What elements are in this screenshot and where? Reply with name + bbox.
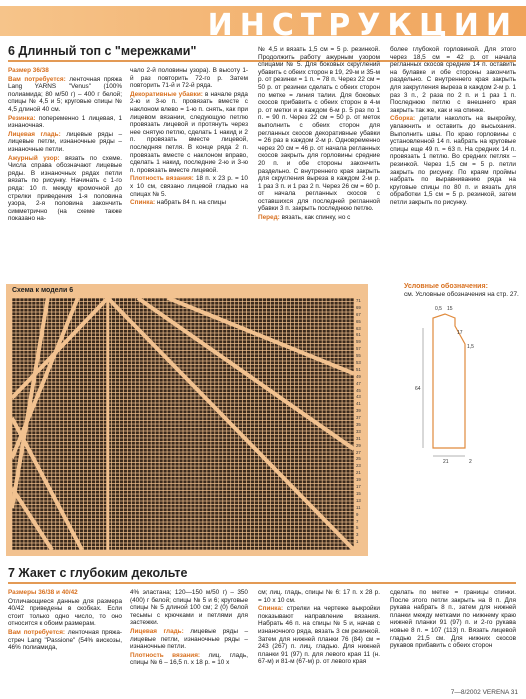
- paragraph-text: ленточная пряжа Lang YARNS "Venus" (100% полиамида; 80 м/50 г) – 400 г белой; спицы № 4,5 и 5; круговые спицы № 4,5 длиной 40 см.: [8, 75, 122, 113]
- garment-pattern-diagram: [393, 298, 519, 466]
- row-number: 53: [356, 360, 361, 366]
- row-number: 55: [356, 353, 361, 359]
- instruction-paragraph: [130, 628, 248, 651]
- instruction-paragraph: [390, 115, 516, 206]
- row-number: 69: [356, 304, 361, 310]
- section1-column-3: [258, 46, 380, 223]
- dim-label: 1,5: [467, 344, 474, 350]
- instruction-paragraph: [8, 155, 122, 223]
- keyword: Сборка:: [390, 115, 416, 123]
- dim-label: 0,5: [435, 306, 442, 312]
- chart-title: Схема к модели 6: [12, 287, 74, 294]
- keyword: Плотность вязания:: [130, 175, 194, 183]
- section1-column-2: [130, 67, 248, 208]
- legend-title: Условные обозначения:: [404, 283, 488, 290]
- row-number: 45: [356, 387, 361, 393]
- paragraph-text: более глубокой горловиной. Для этого через 18,5 см = 42 р. от начала регланных скосов средние 14 п. оставить на булавке и обе стороны закончить раздельно. С внутреннего края закрыть для закругления выреза в каждом 2-м р. 1 раз 3 п., 2 раза по 2 п. и 1 раз 1 п. Последнюю петлю с внешнего края закрыть так же, как и на спинке.: [390, 46, 516, 114]
- section-divider: [8, 582, 516, 584]
- row-number: 17: [356, 484, 361, 490]
- instruction-paragraph: [130, 199, 248, 207]
- row-number: 15: [356, 490, 361, 496]
- header-bar: [0, 6, 526, 43]
- keyword: Спинка:: [258, 605, 284, 613]
- paragraph-text: лицевые ряды – лицевые петли, изнаночные ряды – изнаночные петли.: [130, 627, 249, 651]
- paragraph-group: [390, 46, 516, 206]
- keyword: Вам потребуется:: [8, 75, 66, 83]
- section2-column-4: [390, 589, 516, 651]
- dim-label: 64: [415, 386, 421, 392]
- instruction-paragraph: [8, 598, 122, 628]
- paragraph-text: набрать 84 п. на спицы: [155, 199, 226, 207]
- paragraph-text: сделать по метке = границы спинки. После этого петли закрыть на 8 п. Для рукава набрать 8 п., затем для нижней планки между метками по нижнему краю нижней планки 91 (97) п. и 2-го рукава новые 8 п. = 107 (113) п. Вязать лицевой гладью 21,5 см. Для нижних скосов рукавов прибавить с обеих сторон: [390, 589, 516, 650]
- row-number: 3: [356, 532, 359, 538]
- instruction-paragraph: [390, 589, 516, 650]
- row-number: 51: [356, 366, 361, 372]
- row-number: 5: [356, 525, 359, 531]
- row-number: 31: [356, 435, 361, 441]
- row-number: 39: [356, 408, 361, 414]
- instruction-paragraph: [130, 652, 248, 667]
- row-number: 41: [356, 401, 361, 407]
- instruction-paragraph: [8, 131, 122, 154]
- instruction-paragraph: [258, 214, 380, 222]
- keyword: Спинка:: [130, 199, 156, 207]
- paragraph-group: [130, 589, 248, 667]
- paragraph-group: [258, 46, 380, 222]
- dim-label: 15: [447, 306, 453, 312]
- keyword: Резинка:: [8, 114, 36, 122]
- paragraph-text: лиц. гладь, спицы № 6 – 16,5 п. x 18 р. = 10 x: [130, 651, 248, 667]
- instruction-paragraph: [8, 76, 122, 114]
- row-number: 71: [356, 298, 361, 303]
- chart-grid: [6, 284, 368, 556]
- size-label: Размер 36/38: [8, 67, 49, 74]
- row-number: 29: [356, 442, 361, 448]
- paragraph-text: вязать, как спинку, но с: [279, 214, 351, 222]
- row-number: 63: [356, 325, 361, 331]
- page-number: 31: [510, 689, 518, 696]
- row-number: 9: [356, 511, 359, 517]
- row-number: 27: [356, 449, 361, 455]
- row-number-column: [356, 299, 370, 549]
- instruction-paragraph: [258, 589, 380, 604]
- paragraph-text: лицевые ряды – лицевые петли, изнаночные ряды – изнаночные петли.: [8, 130, 123, 153]
- row-number: 35: [356, 422, 361, 428]
- row-number: 65: [356, 318, 361, 324]
- paragraph-text: № 4,5 и вязать 1,5 см = 5 р. резинкой. Продолжить работу ажурным узором спицами № 5. Для боковых скруглений убавить с обеих сторон в 19, 29-м и 35-м р. от резинки = 1 п. = 78 п. Через 22 см = 50 р. от резинки сделать с обеих сторон по метке = линия талии. Для боковых скосов прибавить с обеих сторон в 4-м р. от метки и в каждом 6-м р. 5 раз по 1 п. = 90 п. Через 22 см = 50 р. от меток выполнить с обеих сторон для регланных скосов декоративные убавки = 26 раз в каждом 2-м р. Одновременно через 20 см = 46 р. от начала регланных скосов закрыть для горловины средние 20 п. и обе стороны закончить раздельно. С внутреннего края закрыть для скругления выреза в каждом 2-м р. 1 раз 3 п. и 1 раз 2 п. Через 26 см = 60 р. от начала регланных скосов с оставшихся для последней регланной убавки 3 п. закрыть последнюю петлю.: [258, 46, 380, 213]
- issue-date: 7—8/2002: [450, 689, 481, 696]
- row-number: 1: [356, 539, 359, 545]
- paragraph-group: [8, 598, 122, 652]
- paragraph-text: в начале ряда 2-ю и 3-ю п. провязать вместе с наклоном влево = 1-ю п. снять, как при лицевом вязании, следующую петлю провязать лицевой и протянуть через нее снятую петлю, сделать 1 накид и 2 п. провязать вместе лицевой, последняя петля. В конце ряда 2 п. провязать вместе с наклоном вправо, сделать 1 накид, последние 2-ю и 3-ю п. провязать вместе лицевой.: [130, 90, 248, 174]
- section1-column-1: [8, 67, 122, 224]
- row-number: 61: [356, 332, 361, 338]
- keyword: Вам потребуется:: [8, 628, 66, 636]
- dim-label: 2: [469, 459, 472, 465]
- paragraph-group: [258, 589, 380, 666]
- page-header-title: ИНСТРУКЦИИ: [207, 8, 518, 43]
- row-number: 37: [356, 415, 361, 421]
- magazine-name: VERENA: [482, 689, 509, 696]
- row-number: 11: [356, 504, 361, 510]
- keyword: Ажурный узор:: [8, 154, 60, 162]
- instruction-paragraph: [8, 629, 122, 652]
- paragraph-text: попеременно 1 лицевая, 1 изнаночная.: [8, 114, 122, 130]
- knitting-chart: [6, 284, 368, 556]
- row-number: 25: [356, 456, 361, 462]
- instruction-paragraph: [130, 175, 248, 198]
- paragraph-text: вязать по схеме. Числа справа обозначают лицевые ряды. В изнаночных рядах петли вязать по рисунку. Начинать с 1-го ряда: 10 п. между кромочной до стрелки приведения 1-я половина узора, 2-я половина закончить симметрично (на схеме также показано на-: [8, 154, 122, 223]
- paragraph-text: стрелки на чертеже выкройки показывают направление вязания. Набрать 46 п. на спицы № 5 и, начав с изнаночного ряда, вязать 3 см резинкой. Затем для нижней планки 76 (84) см = 243 (267) п. лиц. гладью. Для нижней планки 91 (97) п. для левого края 11 (н. 67-м) и 81-м (67-м) р. от левого края: [258, 605, 380, 666]
- size-label: Размеры 36/38 и 40/42: [8, 589, 78, 596]
- dim-label: 21: [443, 459, 449, 465]
- instruction-paragraph: [130, 91, 248, 175]
- instruction-paragraph: [258, 46, 380, 213]
- row-number: 47: [356, 380, 361, 386]
- paragraph-group: [390, 589, 516, 650]
- keyword: Лицевая гладь:: [130, 627, 184, 635]
- row-number: 13: [356, 497, 361, 503]
- paragraph-text: см; лиц. гладь, спицы № 6: 17 п. x 28 р. = 10 x 10 см.: [258, 589, 380, 604]
- row-number: 7: [356, 518, 359, 524]
- legend-text: см. Условные обозначения на стр. 27.: [404, 291, 519, 298]
- section2-column-3: [258, 589, 380, 667]
- paragraph-group: [8, 76, 122, 223]
- paragraph-text: 4% эластана; 120—150 м/50 г) – 350 (400) г белой; спицы № 5 и 6; круговые спицы № 5 длиной 100 см; 2 (0) белой тесьмы с крючками и петлями для застежки.: [130, 589, 248, 627]
- paragraph-text: чало 2-й половины узора). В высоту 1-й раз повторить 72-го р. Затем повторить 71-й и 72-й ряда.: [130, 67, 248, 90]
- instruction-paragraph: [390, 46, 516, 114]
- section-title-7: 7 Жакет с глубоким декольте: [8, 566, 188, 580]
- row-number: 33: [356, 428, 361, 434]
- instruction-paragraph: [258, 605, 380, 666]
- row-number: 43: [356, 394, 361, 400]
- dim-label: 17: [457, 330, 463, 336]
- paragraph-group: [130, 67, 248, 207]
- page-footer: [451, 689, 518, 696]
- paragraph-text: Отличающиеся данные для размера 40/42 приведены в скобках. Если стоит только одно число, то оно относится к обоим размерам.: [8, 597, 122, 628]
- keyword: Лицевая гладь:: [8, 130, 61, 138]
- instruction-paragraph: [130, 589, 248, 627]
- row-number: 67: [356, 311, 361, 317]
- row-number: 57: [356, 346, 361, 352]
- paragraph-text: детали наколоть на выкройку, увлажнить и оставить до высыхания. Выполнить швы. По краю горловины с установленной 14 п. набрать на круговые спицы еще 49 п. = 63 п. На средних 14 п. провязать 1 петлю. Во средних петлях – резинкой. Через 1,5 см = 5 р. петли закрыть по рисунку. По краям проймы набрать по выравниванию ряда на круговые спицы по 80 п. и вязать для обработки 1,5 см = 5 р. резинкой, затем петли закрыть по рисунку.: [390, 115, 516, 206]
- paragraph-text: 18 п. x 23 р. = 10 x 10 см, связано лицевой гладью на спицах № 5.: [130, 175, 248, 198]
- row-number: 19: [356, 477, 361, 483]
- paragraph-text: ленточная пряжа-стреч Lang "Passione" (54% вискозы, 46% полиамида,: [8, 628, 122, 652]
- row-number: 23: [356, 463, 361, 469]
- keyword: Перед:: [258, 214, 280, 222]
- section2-column-1: [8, 589, 122, 653]
- row-number: 21: [356, 470, 361, 476]
- row-number: 59: [356, 339, 361, 345]
- instruction-paragraph: [8, 115, 122, 130]
- keyword: Плотность вязания:: [130, 651, 201, 659]
- section1-column-4: [390, 46, 516, 207]
- keyword: Декоративные убавки:: [130, 90, 203, 98]
- row-number: 49: [356, 373, 361, 379]
- instruction-paragraph: [130, 67, 248, 90]
- section2-column-2: [130, 589, 248, 668]
- section-title-6: 6 Длинный топ с "мережками": [8, 44, 197, 58]
